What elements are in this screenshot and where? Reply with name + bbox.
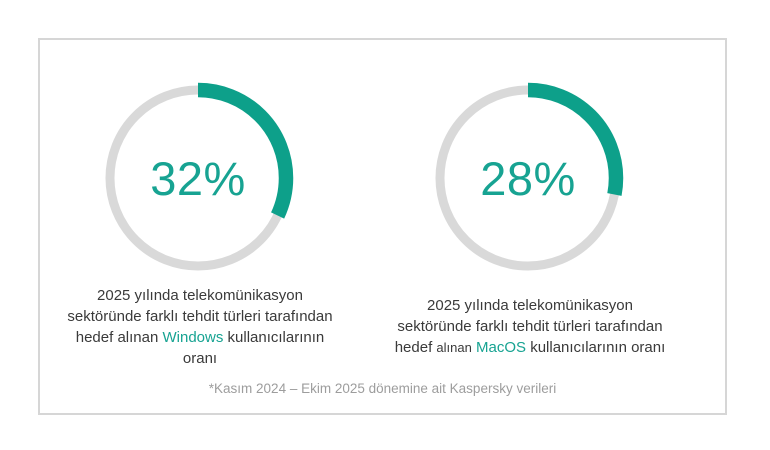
- caption-text-segment: sektöründe farklı tehdit türleri tarafından: [397, 318, 663, 335]
- infographic-card: [38, 38, 727, 415]
- caption-text-segment: kullanıcılarının: [223, 329, 325, 346]
- caption-platform-highlight: Windows: [162, 329, 224, 346]
- donut-chart-windows: [100, 80, 296, 276]
- caption-text-segment: sektöründe farklı tehdit türleri tarafından: [67, 308, 333, 325]
- caption-text-segment: 2025 yılında telekomünikasyon: [97, 287, 303, 304]
- caption-text-segment: kullanıcılarının oranı: [526, 339, 666, 356]
- caption-text-segment: oranı: [182, 350, 218, 367]
- caption-platform-highlight: MacOS: [476, 339, 527, 356]
- caption-text-segment: hedef alınan: [75, 329, 163, 346]
- footer-note: *Kasım 2024 – Ekim 2025 dönemine ait Kaspersky verileri: [208, 381, 557, 396]
- caption-text-segment: 2025 yılında telekomünikasyon: [427, 297, 633, 314]
- caption-text-segment: alınan: [436, 340, 472, 355]
- caption-windows: [48, 285, 352, 369]
- donut-chart-macos: [430, 80, 626, 276]
- percent-label-windows: 32%: [150, 151, 246, 205]
- percent-label-macos: 28%: [480, 151, 576, 205]
- caption-text-segment: hedef: [394, 339, 437, 356]
- caption-macos: [363, 295, 697, 358]
